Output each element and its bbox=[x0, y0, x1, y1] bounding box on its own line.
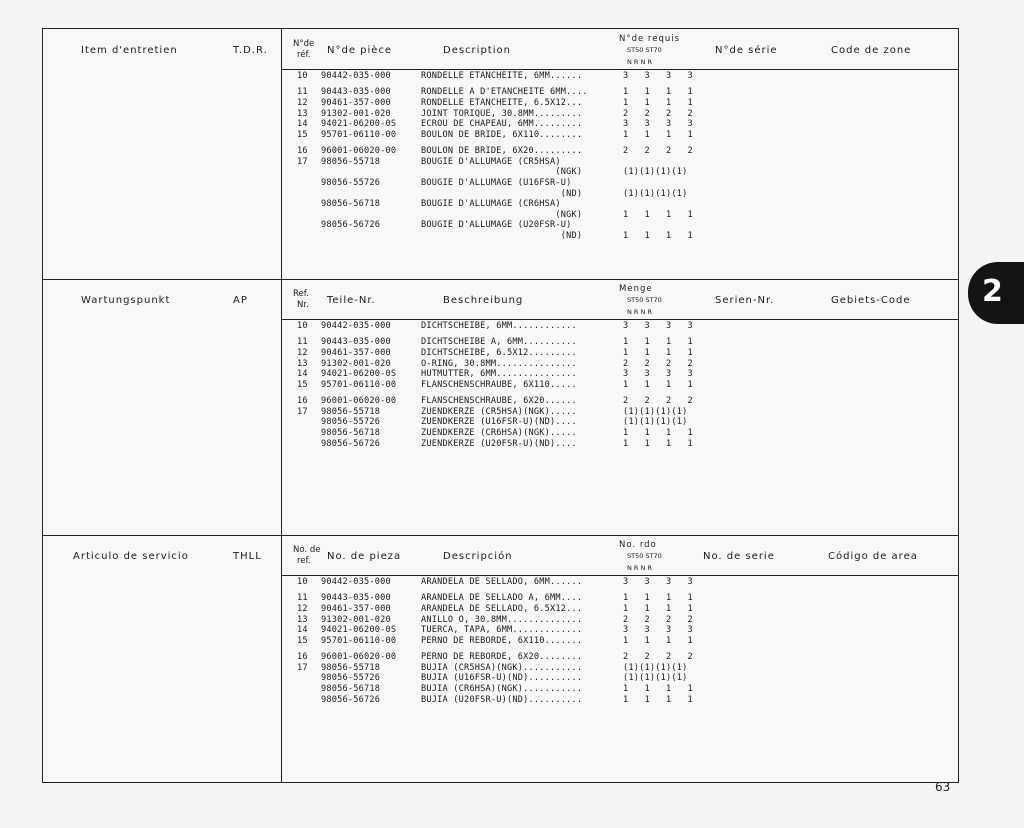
ref-number: 17 bbox=[297, 156, 308, 167]
parts-row bbox=[43, 178, 958, 189]
quantity: 1 1 1 1 bbox=[623, 593, 693, 604]
quantity: 3 3 3 3 bbox=[623, 119, 693, 130]
quantity: 1 1 1 1 bbox=[623, 98, 693, 109]
parts-row bbox=[43, 652, 958, 663]
part-number: 90442-035-000 bbox=[321, 577, 391, 587]
part-number: 90442-035-000 bbox=[321, 321, 391, 331]
header-models: ST50 ST70 bbox=[627, 552, 662, 560]
part-description: (ND) bbox=[421, 231, 583, 242]
part-description: ZUENDKERZE (CR6HSA)(NGK)..... bbox=[421, 428, 577, 439]
part-number: 98056-56726 bbox=[321, 220, 381, 231]
part-number: 95701-06110-00 bbox=[321, 635, 397, 646]
header-ref-2: ref. bbox=[297, 556, 311, 566]
parts-row bbox=[43, 663, 958, 674]
quantity: 3 3 3 3 bbox=[623, 321, 693, 331]
parts-row bbox=[43, 130, 958, 141]
quantity: 1 1 1 1 bbox=[623, 337, 693, 348]
quantity: 2 2 2 2 bbox=[623, 358, 693, 369]
quantity: (1)(1)(1)(1) bbox=[623, 673, 688, 684]
ref-number: 16 bbox=[297, 652, 308, 663]
ref-number: 12 bbox=[297, 98, 308, 109]
parts-row bbox=[43, 428, 958, 439]
quantity: 3 3 3 3 bbox=[623, 71, 693, 81]
header-underline bbox=[281, 575, 958, 576]
header-service-item: Item d'entretien bbox=[81, 45, 178, 56]
ref-number: 11 bbox=[297, 337, 308, 348]
part-description: PERNO DE REBORDE, 6X110....... bbox=[421, 635, 583, 646]
part-number: 94021-06200-0S bbox=[321, 369, 397, 380]
part-description: DICHTSCHEIBE, 6.5X12......... bbox=[421, 348, 577, 359]
parts-row bbox=[43, 71, 958, 82]
quantity: 1 1 1 1 bbox=[623, 129, 693, 140]
quantity: 2 2 2 2 bbox=[623, 614, 693, 625]
part-description: BOULON DE BRIDE, 6X20......... bbox=[421, 146, 583, 157]
header-tdr: THLL bbox=[233, 551, 262, 562]
ref-number: 13 bbox=[297, 358, 308, 369]
part-description: BOUGIE D'ALLUMAGE (U16FSR-U) bbox=[421, 178, 572, 189]
quantity: 1 1 1 1 bbox=[623, 209, 693, 220]
part-description: BUJIA (U16FSR-U)(ND).......... bbox=[421, 673, 583, 684]
part-description: (NGK) bbox=[421, 209, 583, 220]
parts-row bbox=[43, 636, 958, 647]
header-types: N R N R bbox=[627, 308, 652, 316]
quantity: 1 1 1 1 bbox=[623, 694, 693, 705]
ref-number: 12 bbox=[297, 604, 308, 615]
part-description: BUJIA (CR5HSA)(NGK)........... bbox=[421, 662, 583, 673]
part-description: BOUGIE D'ALLUMAGE (CR5HSA) bbox=[421, 156, 561, 167]
ref-number: 12 bbox=[297, 348, 308, 359]
ref-number: 17 bbox=[297, 406, 308, 417]
header-required: Menge bbox=[619, 284, 653, 294]
parts-row bbox=[43, 407, 958, 418]
parts-row bbox=[43, 109, 958, 120]
part-description: FLANSCHENSCHRAUBE, 6X110..... bbox=[421, 379, 577, 390]
part-number: 98056-56718 bbox=[321, 428, 381, 439]
part-number: 98056-55718 bbox=[321, 662, 381, 673]
parts-row bbox=[43, 625, 958, 636]
ref-number: 10 bbox=[297, 321, 308, 331]
header-underline bbox=[281, 319, 958, 320]
header-serial: No. de serie bbox=[703, 551, 775, 562]
quantity: 1 1 1 1 bbox=[623, 231, 693, 242]
header-service-item: Wartungspunkt bbox=[81, 295, 171, 306]
header-models: ST50 ST70 bbox=[627, 296, 662, 304]
quantity: 1 1 1 1 bbox=[623, 604, 693, 615]
ref-number: 15 bbox=[297, 635, 308, 646]
quantity: 2 2 2 2 bbox=[623, 146, 693, 157]
part-number: 98056-55726 bbox=[321, 673, 381, 684]
header-area-code: Code de zone bbox=[831, 45, 912, 56]
parts-row bbox=[43, 396, 958, 407]
ref-number: 11 bbox=[297, 593, 308, 604]
part-number: 98056-55726 bbox=[321, 178, 381, 189]
part-description: DICHTSCHEIBE, 6MM............ bbox=[421, 321, 577, 331]
part-number: 98056-56718 bbox=[321, 684, 381, 695]
ref-number: 11 bbox=[297, 87, 308, 98]
parts-row bbox=[43, 119, 958, 130]
quantity: 1 1 1 1 bbox=[623, 635, 693, 646]
part-description: DICHTSCHEIBE A, 6MM.......... bbox=[421, 337, 577, 348]
part-number: 90443-035-000 bbox=[321, 337, 391, 348]
quantity: 1 1 1 1 bbox=[623, 379, 693, 390]
parts-row bbox=[43, 593, 958, 604]
parts-row bbox=[43, 577, 958, 588]
parts-row bbox=[43, 380, 958, 391]
part-number: 98056-55726 bbox=[321, 417, 381, 428]
parts-row bbox=[43, 157, 958, 168]
parts-row bbox=[43, 146, 958, 157]
parts-row bbox=[43, 684, 958, 695]
quantity: 2 2 2 2 bbox=[623, 652, 693, 663]
quantity: 3 3 3 3 bbox=[623, 577, 693, 587]
header-underline bbox=[281, 69, 958, 70]
part-number: 95701-06110-00 bbox=[321, 129, 397, 140]
header-types: N R N R bbox=[627, 564, 652, 572]
ref-number: 14 bbox=[297, 119, 308, 130]
part-number: 95701-06110-00 bbox=[321, 379, 397, 390]
quantity: 3 3 3 3 bbox=[623, 625, 693, 636]
part-description: ANILLO O, 30.8MM.............. bbox=[421, 614, 583, 625]
quantity: 1 1 1 1 bbox=[623, 348, 693, 359]
parts-row bbox=[43, 604, 958, 615]
header-area-code: Código de area bbox=[828, 551, 918, 562]
parts-row bbox=[43, 369, 958, 380]
part-description: O-RING, 30.8MM............... bbox=[421, 358, 577, 369]
part-description: JOINT TORIQUE, 30.8MM......... bbox=[421, 108, 583, 119]
ref-number: 13 bbox=[297, 108, 308, 119]
quantity: 1 1 1 1 bbox=[623, 87, 693, 98]
quantity: 1 1 1 1 bbox=[623, 428, 693, 439]
parts-row bbox=[43, 98, 958, 109]
quantity: (1)(1)(1)(1) bbox=[623, 662, 688, 673]
part-description: PERNO DE REBORDE, 6X20........ bbox=[421, 652, 583, 663]
header-types: N R N R bbox=[627, 58, 652, 66]
parts-row bbox=[43, 189, 958, 200]
quantity: 1 1 1 1 bbox=[623, 684, 693, 695]
header-serial: N°de série bbox=[715, 45, 778, 56]
part-description: ZUENDKERZE (U20FSR-U)(ND).... bbox=[421, 438, 577, 449]
part-description: HUTMUTTER, 6MM............... bbox=[421, 369, 577, 380]
part-number: 98056-55718 bbox=[321, 156, 381, 167]
quantity: 3 3 3 3 bbox=[623, 369, 693, 380]
part-description: ECROU DE CHAPEAU, 6MM......... bbox=[421, 119, 583, 130]
quantity: (1)(1)(1)(1) bbox=[623, 406, 688, 417]
part-number: 98056-56718 bbox=[321, 199, 381, 210]
part-description: (NGK) bbox=[421, 167, 583, 178]
part-number: 96001-06020-00 bbox=[321, 652, 397, 663]
parts-row bbox=[43, 167, 958, 178]
part-number: 90461-357-000 bbox=[321, 604, 391, 615]
header-ref: Ref. bbox=[293, 289, 309, 299]
part-number: 98056-56726 bbox=[321, 438, 381, 449]
part-description: RONDELLE A D'ETANCHEITE 6MM.... bbox=[421, 87, 588, 98]
part-description: FLANSCHENSCHRAUBE, 6X20...... bbox=[421, 396, 577, 407]
part-description: ZUENDKERZE (U16FSR-U)(ND).... bbox=[421, 417, 577, 428]
part-description: (ND) bbox=[421, 188, 583, 199]
part-number: 90443-035-000 bbox=[321, 593, 391, 604]
header-area-code: Gebiets-Code bbox=[831, 295, 911, 306]
header-required: N°de requis bbox=[619, 34, 681, 44]
part-number: 96001-06020-00 bbox=[321, 396, 397, 407]
quantity: 1 1 1 1 bbox=[623, 438, 693, 449]
header-description: Descripción bbox=[443, 551, 513, 562]
header-description: Beschreibung bbox=[443, 295, 524, 306]
part-description: BOULON DE BRIDE, 6X110........ bbox=[421, 129, 583, 140]
parts-row bbox=[43, 348, 958, 359]
parts-row bbox=[43, 695, 958, 706]
ref-number: 16 bbox=[297, 146, 308, 157]
part-description: BOUGIE D'ALLUMAGE (U20FSR-U) bbox=[421, 220, 572, 231]
part-description: BUJIA (U20FSR-U)(ND).......... bbox=[421, 694, 583, 705]
part-number: 90461-357-000 bbox=[321, 348, 391, 359]
ref-number: 14 bbox=[297, 369, 308, 380]
header-ref: No. de bbox=[293, 545, 321, 555]
quantity: (1)(1)(1)(1) bbox=[623, 167, 688, 178]
parts-row bbox=[43, 417, 958, 428]
section-divider bbox=[43, 535, 958, 536]
part-description: ARANDELA DE SELLADO A, 6MM.... bbox=[421, 593, 583, 604]
header-description: Description bbox=[443, 45, 511, 56]
quantity: (1)(1)(1)(1) bbox=[623, 188, 688, 199]
part-description: TUERCA, TAPA, 6MM............. bbox=[421, 625, 583, 636]
chapter-tab bbox=[968, 262, 1024, 324]
parts-row bbox=[43, 231, 958, 242]
header-part-number: Teile-Nr. bbox=[327, 295, 376, 306]
parts-row bbox=[43, 87, 958, 98]
part-description: BUJIA (CR6HSA)(NGK)........... bbox=[421, 684, 583, 695]
header-tdr: AP bbox=[233, 295, 248, 306]
ref-number: 13 bbox=[297, 614, 308, 625]
page-number: 63 bbox=[935, 780, 951, 794]
part-number: 90461-357-000 bbox=[321, 98, 391, 109]
part-number: 98056-56726 bbox=[321, 694, 381, 705]
quantity: 2 2 2 2 bbox=[623, 396, 693, 407]
part-number: 90443-035-000 bbox=[321, 87, 391, 98]
section-divider bbox=[43, 279, 958, 280]
ref-number: 15 bbox=[297, 129, 308, 140]
header-ref-2: réf. bbox=[297, 50, 311, 60]
part-number: 91302-001-020 bbox=[321, 108, 391, 119]
header-required: No. rdo bbox=[619, 540, 657, 550]
part-description: RONDELLE ETANCHEITE, 6MM...... bbox=[421, 71, 583, 81]
ref-number: 14 bbox=[297, 625, 308, 636]
ref-number: 17 bbox=[297, 662, 308, 673]
parts-row bbox=[43, 673, 958, 684]
part-description: ARANDELA DE SELLADO, 6MM...... bbox=[421, 577, 583, 587]
header-service-item: Articulo de servicio bbox=[73, 551, 189, 562]
parts-row bbox=[43, 615, 958, 626]
chapter-number: 2 bbox=[982, 274, 1003, 309]
part-number: 91302-001-020 bbox=[321, 358, 391, 369]
quantity: (1)(1)(1)(1) bbox=[623, 417, 688, 428]
parts-row bbox=[43, 210, 958, 221]
part-description: RONDELLE ETANCHEITE, 6.5X12... bbox=[421, 98, 583, 109]
part-number: 91302-001-020 bbox=[321, 614, 391, 625]
header-part-number: No. de pieza bbox=[327, 551, 402, 562]
header-part-number: N°de pièce bbox=[327, 45, 393, 56]
part-number: 96001-06020-00 bbox=[321, 146, 397, 157]
header-ref-2: Nr. bbox=[297, 300, 309, 310]
part-number: 94021-06200-0S bbox=[321, 625, 397, 636]
parts-row bbox=[43, 220, 958, 231]
header-models: ST50 ST70 bbox=[627, 46, 662, 54]
quantity: 2 2 2 2 bbox=[623, 108, 693, 119]
parts-list-sheet bbox=[42, 28, 959, 783]
ref-number: 15 bbox=[297, 379, 308, 390]
parts-row bbox=[43, 439, 958, 450]
header-ref: N°de bbox=[293, 39, 315, 49]
ref-number: 10 bbox=[297, 577, 308, 587]
part-description: ARANDELA DE SELLADO, 6.5X12... bbox=[421, 604, 583, 615]
ref-number: 10 bbox=[297, 71, 308, 81]
part-description: ZUENDKERZE (CR5HSA)(NGK)..... bbox=[421, 406, 577, 417]
parts-row bbox=[43, 321, 958, 332]
parts-row bbox=[43, 359, 958, 370]
header-serial: Serien-Nr. bbox=[715, 295, 775, 306]
parts-row bbox=[43, 199, 958, 210]
part-number: 94021-06200-0S bbox=[321, 119, 397, 130]
part-number: 98056-55718 bbox=[321, 406, 381, 417]
parts-row bbox=[43, 337, 958, 348]
ref-number: 16 bbox=[297, 396, 308, 407]
part-number: 90442-035-000 bbox=[321, 71, 391, 81]
part-description: BOUGIE D'ALLUMAGE (CR6HSA) bbox=[421, 199, 561, 210]
header-tdr: T.D.R. bbox=[233, 45, 268, 56]
